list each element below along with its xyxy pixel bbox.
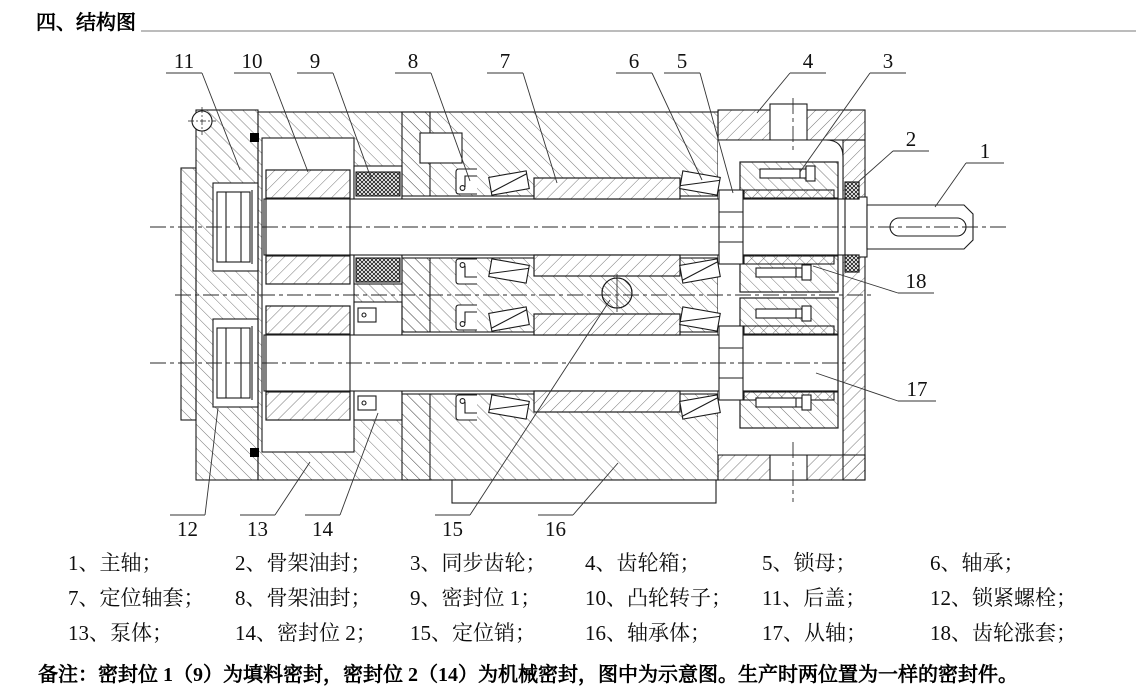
drawing: [150, 98, 1008, 503]
callout-number-9: 9: [309, 49, 321, 73]
top-port: [770, 104, 807, 140]
legend-item: 8、骨架油封；: [235, 586, 372, 610]
bottom-port: [770, 455, 807, 480]
legend-item: 4、齿轮箱；: [585, 551, 701, 575]
legend-item: 2、骨架油封；: [235, 551, 372, 575]
callout-number-4: 4: [802, 49, 814, 73]
o-ring-upper: [250, 133, 259, 142]
callout-number-16: 16: [545, 517, 566, 541]
callout-number-2: 2: [905, 127, 917, 151]
bearing-body: [402, 112, 718, 480]
legend-item: 11、后盖；: [762, 586, 867, 610]
callout-number-17: 17: [906, 377, 928, 401]
legend-item: 3、同步齿轮；: [410, 551, 547, 575]
callout-leader-1: [935, 163, 966, 207]
legend-item: 17、从轴；: [762, 621, 867, 645]
rear-cover: [181, 107, 258, 480]
bottom-flange: [452, 480, 716, 503]
legend-item: 16、轴承体；: [585, 621, 711, 645]
callout-number-6: 6: [628, 49, 640, 73]
callout-number-7: 7: [499, 49, 511, 73]
callout-number-12: 12: [177, 517, 198, 541]
legend-item: 1、主轴；: [68, 551, 163, 575]
callout-number-18: 18: [905, 269, 927, 293]
legend-item: 10、凸轮转子；: [585, 586, 732, 610]
callout-number-3: 3: [882, 49, 894, 73]
parts-legend: [68, 546, 1128, 651]
callout-number-15: 15: [442, 517, 463, 541]
legend-item: 14、密封位 2；: [235, 621, 377, 645]
legend-item: 7、定位轴套；: [68, 586, 205, 610]
legend-item: 5、锁母；: [762, 551, 857, 575]
callout-number-8: 8: [407, 49, 419, 73]
callout-number-14: 14: [312, 517, 333, 541]
callout-number-11: 11: [173, 49, 195, 73]
legend-item: 15、定位销；: [410, 621, 536, 645]
callout-number-13: 13: [247, 517, 268, 541]
callout-number-1: 1: [979, 139, 991, 163]
legend-item: 18、齿轮涨套；: [930, 621, 1077, 645]
legend-item: 9、密封位 1；: [410, 586, 542, 610]
legend-item: 13、泵体；: [68, 621, 173, 645]
callout-number-5: 5: [676, 49, 688, 73]
section-title: 四、结构图: [36, 10, 136, 34]
legend-item: 6、轴承；: [930, 551, 1025, 575]
legend-item: 12、锁紧螺栓；: [930, 586, 1077, 610]
callout-number-10: 10: [241, 49, 263, 73]
gear-taper-sleeve: [744, 190, 834, 199]
o-ring-lower: [250, 448, 259, 457]
note: 备注：密封位 1（9）为填料密封，密封位 2（14）为机械密封，图中为示意图。生产时两位置为一样的密封件。: [38, 664, 1018, 686]
